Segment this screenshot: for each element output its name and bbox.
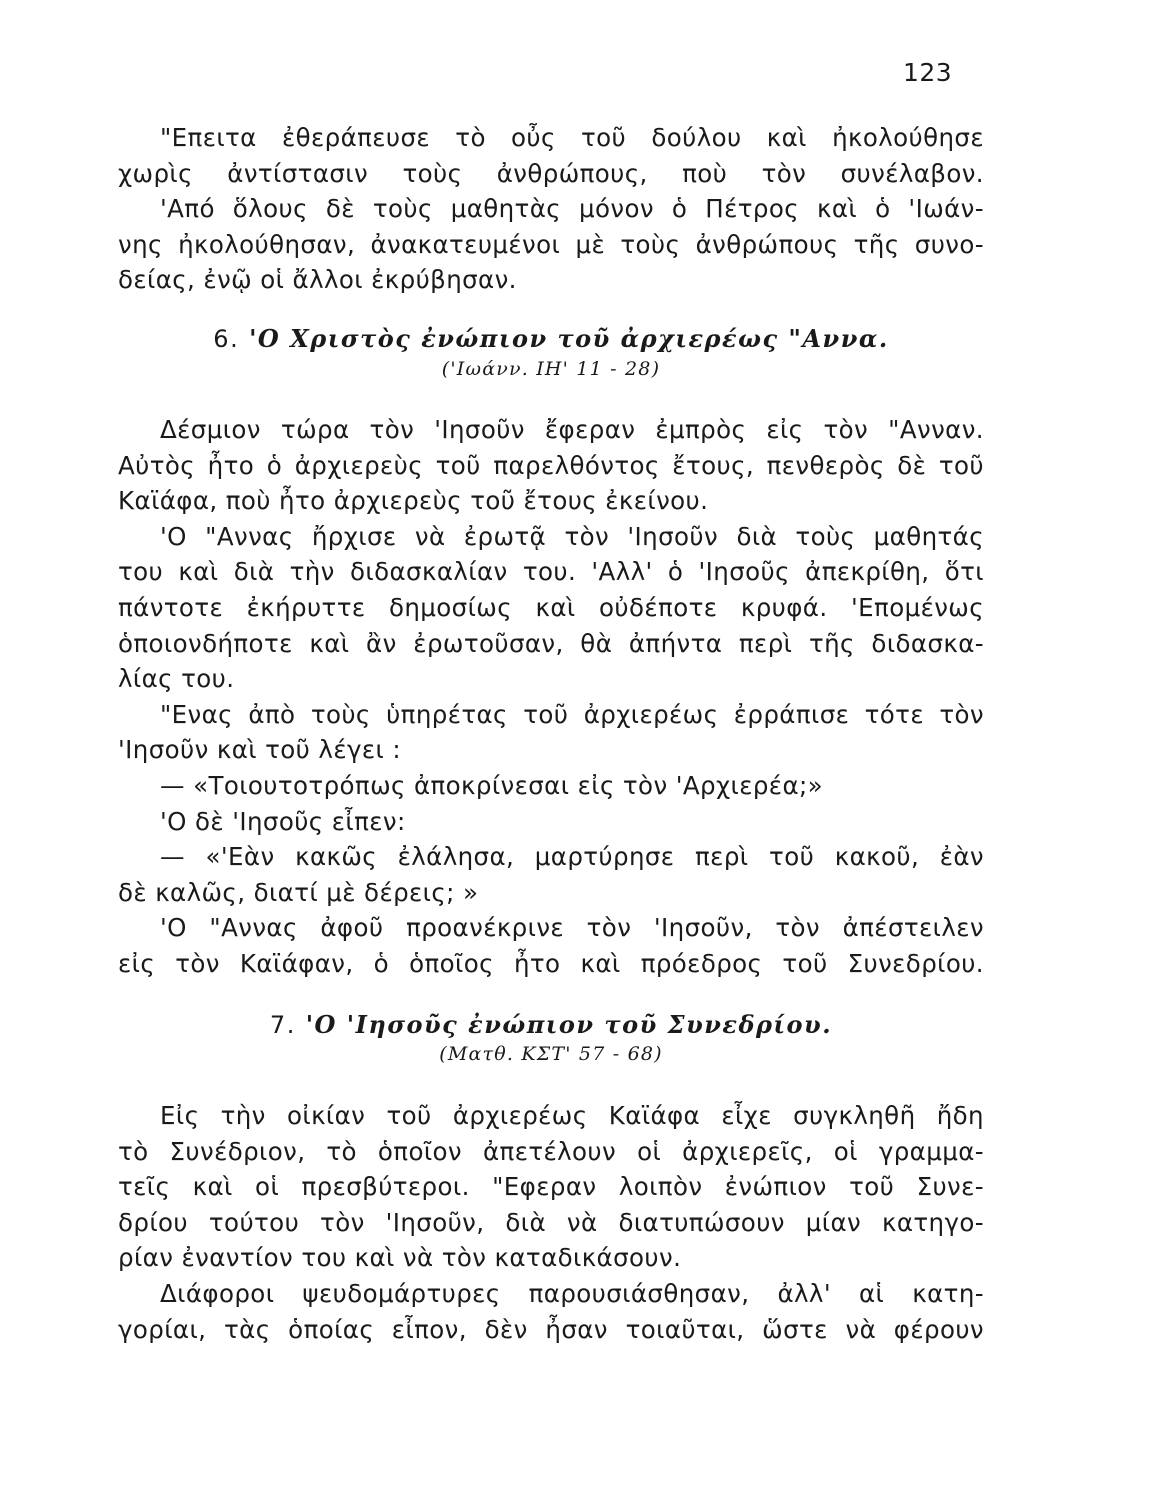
text-line: χωρὶς ἀντίστασιν τοὺς ἀνθρώπους, ποὺ τὸν συνέλαβον. [118, 158, 984, 188]
section-7-title: 'Ο 'Ιησοῦς ἐνώπιον τοῦ Συνεδρίου. [305, 1010, 833, 1039]
text-line: γορίαι, τὰς ὁποίας εἶπον, δὲν ἦσαν τοιαῦται, ὥστε νὰ φέρουν [118, 1314, 984, 1344]
text-line: νης ἠκολούθησαν, ἀνακατευμένοι μὲ τοὺς ἀνθρώπους τῆς συνο- [118, 229, 984, 259]
text-line: δὲ καλῶς, διατί μὲ δέρεις; » [118, 877, 479, 907]
text-line: 'Ο δὲ 'Ιησοῦς εἶπεν: [160, 806, 406, 836]
text-line: του καὶ διὰ τὴν διδασκαλίαν του. 'Αλλ' ὁ 'Ιησοῦς ἀπεκρίθη, ὅτι [118, 557, 984, 587]
section-7-number: 7. [269, 1011, 296, 1039]
text-line: Αὐτὸς ἦτο ὁ ἀρχιερεὺς τοῦ παρελθόντος ἔτους, πενθερὸς δὲ τοῦ [118, 450, 984, 480]
text-line: — «'Εὰν κακῶς ἐλάλησα, μαρτύρησε περὶ τοῦ κακοῦ, ἐὰν [160, 842, 984, 872]
text-line: εἰς τὸν Καϊάφαν, ὁ ὁποῖος ἦτο καὶ πρόεδρος τοῦ Συνεδρίου. [118, 948, 984, 978]
text-line: Διάφοροι ψευδομάρτυρες παρουσιάσθησαν, ἀλλ' αἱ κατη- [160, 1278, 984, 1308]
text-line: 'Από ὅλους δὲ τοὺς μαθητὰς μόνον ὁ Πέτρος καὶ ὁ 'Ιωάν- [160, 194, 984, 224]
text-line: 'Ο "Αννας ἤρχισε νὰ ἐρωτᾷ τὸν 'Ιησοῦν διὰ τοὺς μαθητάς [160, 521, 984, 551]
page-number: 123 [903, 58, 953, 87]
paragraph-block-3 [118, 1098, 984, 1347]
section-6-title: 'Ο Χριστὸς ἐνώπιον τοῦ ἀρχιερέως "Αννα. [249, 324, 889, 353]
section-6-number: 6. [213, 325, 240, 353]
text-line: δρίου τούτου τὸν 'Ιησοῦν, διὰ νὰ διατυπώσουν μίαν κατηγο- [118, 1207, 984, 1237]
text-line: Καϊάφα, ποὺ ἦτο ἀρχιερεὺς τοῦ ἔτους ἐκείνου. [118, 486, 709, 516]
section-6-reference: ('Ιωάνν. ΙΗ' 11 - 28) [441, 358, 661, 380]
text-line: τεῖς καὶ οἱ πρεσβύτεροι. "Εφεραν λοιπὸν ἐνώπιον τοῦ Συνε- [118, 1172, 984, 1202]
text-line: 'Ο "Αννας ἀφοῦ προανέκρινε τὸν 'Ιησοῦν, τὸν ἀπέστειλεν [160, 913, 984, 943]
paragraph-block-1 [118, 120, 984, 298]
text-line: τὸ Συνέδριον, τὸ ὁποῖον ἀπετέλουν οἱ ἀρχιερεῖς, οἱ γραμμα- [118, 1136, 984, 1166]
section-7-reference: (Ματθ. ΚΣΤ' 57 - 68) [439, 1043, 663, 1065]
text-line: "Ενας ἀπὸ τοὺς ὑπηρέτας τοῦ ἀρχιερέως ἐρράπισε τότε τὸν [160, 699, 984, 729]
section-6-heading [118, 324, 984, 353]
text-line: — «Τοιουτοτρόπως ἀποκρίνεσαι εἰς τὸν 'Αρχιερέα;» [160, 770, 824, 800]
text-line: πάντοτε ἐκήρυττε δημοσίως καὶ οὐδέποτε κρυφά. 'Επομένως [118, 592, 984, 622]
paragraph-block-2 [118, 412, 984, 982]
section-7-heading [118, 1010, 984, 1039]
text-line: δείας, ἐνῷ οἱ ἄλλοι ἐκρύβησαν. [118, 265, 517, 295]
text-line: 'Ιησοῦν καὶ τοῦ λέγει : [118, 735, 402, 765]
text-line: ρίαν ἐναντίον του καὶ νὰ τὸν καταδικάσουν. [118, 1243, 682, 1273]
text-line: Εἰς τὴν οἰκίαν τοῦ ἀρχιερέως Καϊάφα εἶχε συγκληθῆ ἤδη [160, 1101, 984, 1130]
text-line: ὁποιονδήποτε καὶ ἂν ἐρωτοῦσαν, θὰ ἀπήντα περὶ τῆς διδασκα- [118, 628, 984, 658]
text-line: λίας του. [118, 664, 235, 694]
text-line: Δέσμιον τώρα τὸν 'Ιησοῦν ἔφεραν ἐμπρὸς εἰς τὸν "Ανναν. [160, 415, 984, 444]
text-line: "Επειτα ἐθεράπευσε τὸ οὖς τοῦ δούλου καὶ ἠκολούθησε [160, 123, 984, 152]
